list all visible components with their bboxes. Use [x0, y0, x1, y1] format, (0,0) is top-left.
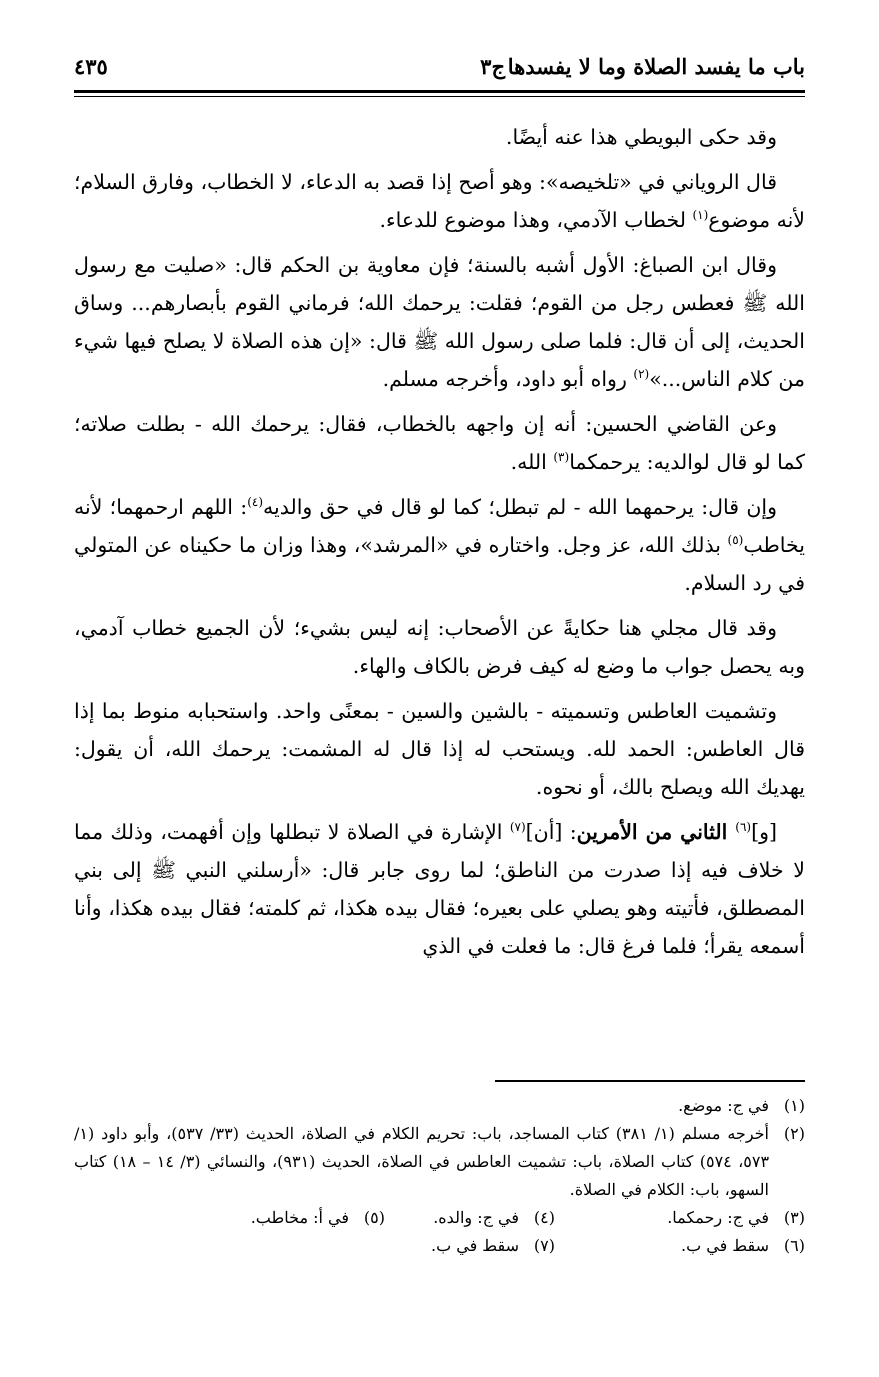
footnotes: [74, 1092, 805, 1260]
footnote-2: (٢) أخرجه مسلم (١/ ٣٨١) كتاب المساجد، باب: تحريم الكلام في الصلاة، الحديث (٣٣/ ٥٣٧)، وأبو داود (١/ ٥٧٣، ٥٧٤) كتاب الصلاة، باب: تشميت العاطس في الصلاة، الحديث (٩٣١)، والنسائي (٣/ ١٤ – ١٨) كتاب السهو، باب: الكلام في الصلاة.: [74, 1124, 805, 1199]
paragraph-3: وقال ابن الصباغ: الأول أشبه بالسنة؛ فإن معاوية بن الحكم قال: «صليت مع رسول الله ﷺ فعطس رجل من القوم؛ فقلت: يرحمك الله؛ فرماني القوم بأبصارهم... وساق الحديث، إلى أن قال: فلما صلى رسول الله ﷺ قال: «إن هذه الصلاة لا يصلح فيها شيء من كلام الناس...»$^{(٢)}$ رواه أبو داود، وأخرجه مسلم.: [74, 253, 805, 391]
paragraph-5: وإن قال: يرحمهما الله - لم تبطل؛ كما لو قال في حق والديه$^{(٤)}$: اللهم ارحمهما؛ لأنه يخاطب$^{(٥)}$ بذلك الله، عز وجل. واختاره في «المرشد»، وهذا وزان ما حكيناه عن المتولي في رد السلام.: [74, 495, 805, 595]
footnote-ref-2: (٢): [633, 367, 650, 382]
chapter-title: باب ما يفسد الصلاة وما لا يفسدها: [507, 54, 805, 79]
header-rule: [74, 90, 805, 97]
paragraph-1: وقد حكى البويطي هذا عنه أيضًا.: [505, 125, 777, 149]
footnote-row-6-7: [74, 1232, 805, 1260]
footnote-1: (١) في ج: موضع.: [678, 1096, 805, 1115]
volume-label: ج٣: [480, 54, 505, 79]
page-number: ٤٣٥: [74, 54, 108, 79]
paragraph-7: وتشميت العاطس وتسميته - بالشين والسين - بمعنًى واحد. واستحبابه منوط بما إذا قال العاطس: الحمد لله. ويستحب له إذا قال له المشمت: يرحمك الله، أن يقول: يهديك الله ويصلح بالك، أو نحوه.: [74, 699, 805, 799]
footnote-6: (٦) سقط في ب.: [681, 1236, 805, 1255]
footnote-ref-3: (٣): [553, 450, 570, 465]
footnote-separator: [495, 1080, 805, 1082]
footnote-7: (٧) سقط في ب.: [431, 1236, 555, 1255]
paragraph-8: [و]$^{(٦)}$ الثاني من الأمرين: [أن]$^{(٧)}$ الإشارة في الصلاة لا تبطلها وإن أفهمت، وذلك مما لا خلاف فيه إذا صدرت من الناطق؛ لما روى جابر قال: «أرسلني النبي ﷺ إلى بني المصطلق، فأتيته وهو يصلي على بعيره؛ فقال بيده هكذا، ثم كلمته؛ فقال بيده هكذا، وأنا أسمعه يقرأ؛ فلما فرغ قال: ما فعلت في الذي: [74, 820, 805, 958]
paragraph-2: قال الروياني في «تلخيصه»: وهو أصح إذا قصد به الدعاء، لا الخطاب، وفارق السلام؛ لأنه موضوع$^{(١)}$ لخطاب الآدمي، وهذا موضوع للدعاء.: [74, 170, 805, 232]
footnote-ref-5: (٥): [727, 533, 744, 548]
footnote-row-3-5: [74, 1204, 805, 1232]
footnote-ref-1: (١): [692, 208, 709, 223]
section-heading: الثاني من الأمرين: [576, 820, 736, 844]
main-text: [74, 118, 805, 972]
footnote-5: (٥) في أ: مخاطب.: [250, 1208, 385, 1227]
footnote-4: (٤) في ج: والده.: [433, 1208, 555, 1227]
running-header: [74, 48, 805, 82]
paragraph-4: وعن القاضي الحسين: أنه إن واجهه بالخطاب، فقال: يرحمك الله - بطلت صلاته؛ كما لو قال لوالديه: يرحمكما$^{(٣)}$ الله.: [74, 412, 805, 474]
footnote-ref-6: (٦): [735, 820, 752, 835]
footnote-ref-4: (٤): [247, 495, 264, 510]
paragraph-6: وقد قال مجلي هنا حكايةً عن الأصحاب: إنه ليس بشيء؛ لأن الجميع خطاب آدمي، وبه يحصل جواب ما وضع له كيف فرض بالكاف والهاء.: [74, 616, 805, 678]
footnote-ref-7: (٧): [509, 820, 526, 835]
footnote-3: (٣) في ج: رحمكما.: [667, 1208, 805, 1227]
